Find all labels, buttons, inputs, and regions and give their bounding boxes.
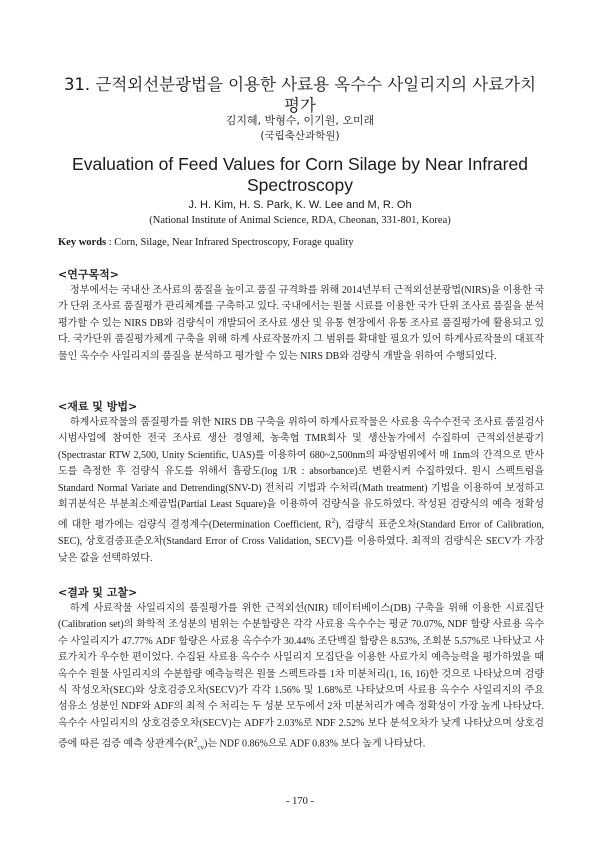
page-number: - 170 - xyxy=(286,796,314,807)
section-body-methods xyxy=(58,415,544,567)
korean-authors: 김지혜, 박형수, 이기원, 오미래 xyxy=(225,114,375,127)
results-text-part-1: 하계 사료작물 사일리지의 품질평가를 위한 근적외선(NIR) 데이터베이스(DB) 구축을 위해 이용한 시료집단(Calibration set)의 화학적 조성분의 범위는 수분함량은 각각 사료용 옥수수는 평균 70.07%, NDF 함량 사료용 옥수수 사일리지가 47.77% ADF 함량은 사료용 옥수수가 30.44% 조단백질 함량은 8.53%, 조회분 5.57%로 나타났고 사료가치가 우수한 편이었다. 수집된 사료용 옥수수 사일리지 모집단을 이용한 사료가치 예측능력을 평가하였을 때 옥수수 원물 사일리지의 수분함량 예측능력은 원물 스펙트라를 1차 미분처리(1, 16, 16)한 것으로 나타났으며 검량식 작성오차(SEC)와 상호검증오차(SECV)가 각각 1.56% 및 1.68%로 나타났으며 사료용 옥수수 사일리지의 주요 섬유소 성분인 NDF와 ADF의 최적 수 처리는 두 성분 모두에서 2차 미분처리가 예측 정확성이 가장 높게 나타났다. 옥수수 사일리지의 상호검증오차(SECV)는 ADF가 2.03%로 NDF 2.52% 보다 분석오차가 낮게 나타났으며 상호검증에 따른 검증 예측 상관계수(R xyxy=(58,603,544,750)
english-title xyxy=(60,154,540,196)
results-subscript: cv xyxy=(197,743,205,752)
section-body-results xyxy=(58,601,544,756)
english-title-line-1: Evaluation of Feed Values for Corn Silage by Near Infrared xyxy=(72,154,528,174)
korean-title-line-2: 평가 xyxy=(284,96,316,115)
methods-text-part-1: 하계사료작물의 품질평가를 위한 NIRS DB 구축을 위하여 하계사료작물은 사료용 옥수수전국 조사료 품질검사 시범사업에 참여한 전국 조사료 생산 경영체, 농축협 TMR회사 및 생산농가에서 수집하여 근적외선분광기(Spectrastar RTW 2,500, Unity Scientific, UAS)를 이용하여 680~2,500nm의 파장범위에서 매 1nm의 간격으로 반사도를 측정한 후 검량식 유도를 위해서 흡광도(log 1/R : absorbance)로 변환시켜 수집하였다. 원시 스펙트럼을 Standard Normal Variate and Detrending(SNV-D) 전처리 기법과 수처리(Math treatment) 기법을 이용하여 보정하고 회귀분석은 부분최소제곱법(Partial Least Square)을 이용하여 검량식을 유도하였다. 작성된 검량식의 예측 정확성에 대한 평가에는 검량식 결정계수(Determination Coefficient, R xyxy=(58,417,544,531)
keywords-label: Key words xyxy=(58,237,107,248)
results-text-part-2: )는 NDF 0.86%으로 ADF 0.83% 보다 높게 나타났다. xyxy=(204,738,426,750)
english-institution: (National Institute of Animal Science, RDA, Cheonan, 331-801, Korea) xyxy=(149,215,451,226)
section-heading-methods: <재료 및 방법> xyxy=(58,400,138,413)
section-heading-results: <결과 및 고찰> xyxy=(58,586,138,599)
english-authors: J. H. Kim, H. S. Park, K. W. Lee and M, R. Oh xyxy=(188,199,412,211)
english-title-line-2: Spectroscopy xyxy=(246,175,354,195)
methods-superscript: 2 xyxy=(331,517,336,526)
korean-title-line-1: 31. 근적외선분광법을 이용한 사료용 옥수수 사일리지의 사료가치 xyxy=(63,75,537,94)
korean-institution: (국립축산과학원) xyxy=(260,130,340,142)
keywords xyxy=(58,237,558,248)
korean-title xyxy=(40,74,560,116)
methods-text-part-2: ), 검량식 표준오차(Standard Error of Calibration, SEC), 상호검증표준오차(Standard Error of Cross Validation, SECV)를 이용하였다. 최적의 검량식은 SECV가 가장 낮은 값을 선택하였다. xyxy=(58,519,544,564)
keywords-text: : Corn, Silage, Near Infrared Spectroscopy, Forage quality xyxy=(106,237,354,248)
results-superscript: 2 xyxy=(193,736,198,745)
section-heading-purpose: <연구목적> xyxy=(58,268,119,281)
section-body-purpose: 정부에서는 국내산 조사료의 품질을 높이고 품질 규격화를 위해 2014년부터 근적외선분광법(NIRS)을 이용한 국가 단위 조사료 품질평가 관리체계를 구축하고 있다. 국내에서는 원물 시료를 이용한 국가 단위 조사료 품질을 분석 평가할 수 있는 NIRS DB와 검량식이 개발되어 조사료 생산 및 유통 현장에서 유통 조사료 품질평가에 활용되고 있다. 국가단위 품질평가체계 구축을 위해 하계 사료작물까지 그 범위를 확대할 필요가 있어 하계사료작물의 대표작물인 옥수수 사일리지의 품질을 분석하고 평가할 수 있는 NIRS DB와 검량식 개발을 위하여 수행되었다. xyxy=(58,285,544,362)
